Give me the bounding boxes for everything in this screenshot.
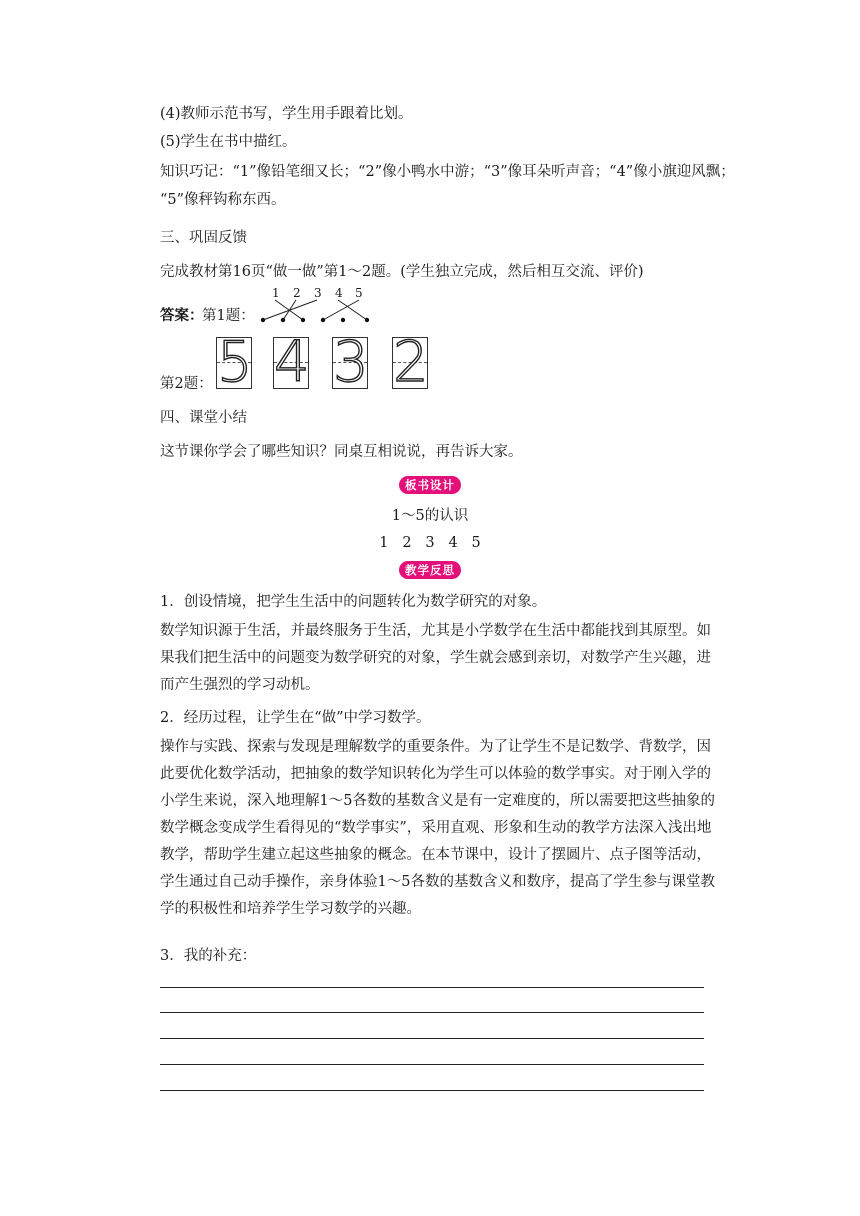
answer-label: 答案：	[160, 307, 204, 324]
board-design-badge: 板书设计	[399, 476, 461, 494]
reflection-p2-title: 2．经历过程，让学生在“做”中学习数学。	[160, 710, 431, 726]
step-5: (5)学生在书中描红。	[160, 134, 297, 150]
memory-tip-line2: “5”像秤钩称东西。	[160, 192, 286, 208]
q1-number: 5	[355, 286, 363, 300]
section3-task: 完成教材第16页“做一做”第1～2题。(学生独立完成，然后相互交流、评价)	[160, 264, 644, 280]
digit-box: 2	[393, 330, 429, 395]
digit-box: 3	[333, 330, 369, 395]
q1-number: 1	[272, 286, 280, 300]
step-4: (4)教师示范书写，学生用手跟着比划。	[160, 106, 413, 122]
section4-heading: 四、课堂小结	[160, 410, 247, 426]
digit-box: 4	[274, 330, 310, 395]
blank-line	[160, 1090, 704, 1091]
q1-number: 4	[335, 286, 343, 300]
reflection-p1-body: 数学知识源于生活，并最终服务于生活，尤其是小学数学在生活中都能找到其原型。如果我们把生活中的问题变为数学研究的对象，学生就会感到亲切，对数学产生兴趣，进而产生强烈的学习动机。	[160, 623, 711, 693]
blank-line	[160, 1038, 704, 1039]
board-numbers: 1 2 3 4 5	[379, 535, 481, 551]
board-title: 1～5的认识	[391, 508, 469, 524]
reflection-p1-title: 1．创设情境，把学生生活中的问题转化为数学研究的对象。	[160, 594, 547, 610]
blank-line	[160, 1064, 704, 1065]
memory-tip-line1: 知识巧记：“1”像铅笔细又长；“2”像小鸭水中游；“3”像耳朵听声音；“4”像小旗迎风飘；	[160, 164, 735, 180]
blank-line	[160, 1012, 704, 1013]
reflection-p3-title: 3．我的补充：	[160, 948, 257, 964]
reflection-p2-body: 操作与实践、探索与发现是理解数学的重要条件。为了让学生不是记数学、背数学，因此要优化数学活动，把抽象的数学知识转化为学生可以体验的数学事实。对于刚入学的小学生来说，深入地理解1～5各数的基数含义是有一定难度的，所以需要把这些抽象的数学概念变成学生看得见的“数学事实”，采用直观、形象和生动的教学方法深入浅出地教学，帮助学生建立起这些抽象的概念。在本节课中，设计了摆圆片、点子图等活动，学生通过自己动手操作，亲身体验1～5各数的基数含义和数序，提高了学生参与课堂教学的积极性和培养学生学习数学的兴趣。	[160, 739, 715, 917]
digit-box: 5	[217, 330, 253, 395]
q1-label: 第1题：	[202, 308, 255, 324]
section3-heading: 三、巩固反馈	[160, 230, 247, 246]
q1-number: 2	[293, 286, 301, 300]
q2-label: 第2题：	[160, 376, 213, 392]
q1-matching-lines	[255, 296, 385, 326]
section4-text: 这节课你学会了哪些知识？同桌互相说说，再告诉大家。	[160, 444, 523, 460]
blank-line	[160, 987, 704, 988]
q1-number: 3	[314, 286, 322, 300]
reflection-badge: 教学反思	[399, 561, 461, 579]
